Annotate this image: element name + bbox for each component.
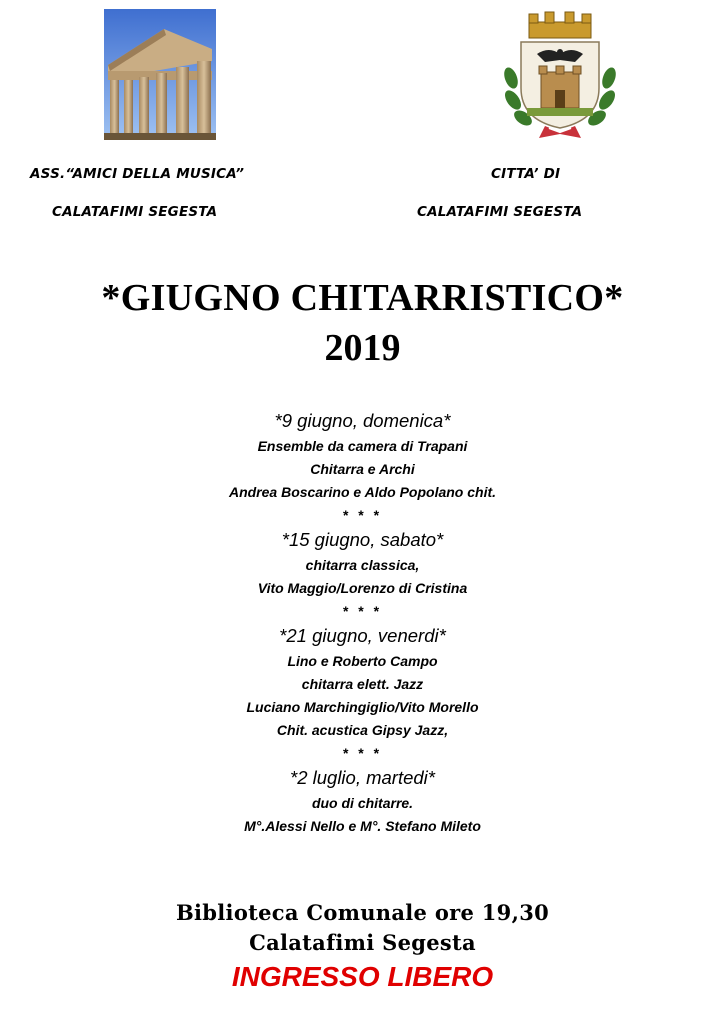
event-block bbox=[0, 764, 725, 838]
event-detail: chitarra classica, bbox=[305, 557, 420, 573]
event-date: *2 luglio, martedi* bbox=[290, 767, 435, 788]
right-organization-name: CITTA’ DI bbox=[491, 166, 561, 182]
separator: * * * bbox=[342, 603, 383, 619]
event-detail: Vito Maggio/Lorenzo di Cristina bbox=[257, 580, 468, 596]
separator: * * * bbox=[342, 507, 383, 523]
venue-city: Calatafimi Segesta bbox=[249, 930, 476, 955]
program-list bbox=[0, 407, 725, 838]
city-coat-of-arms-icon bbox=[497, 8, 623, 140]
event-detail: chitarra elett. Jazz bbox=[301, 676, 424, 692]
admission-notice: INGRESSO LIBERO bbox=[231, 961, 494, 992]
event-date: *15 giugno, sabato* bbox=[281, 529, 444, 550]
event-detail: Ensemble da camera di Trapani bbox=[257, 438, 468, 454]
event-date: *21 giugno, venerdi* bbox=[279, 625, 446, 646]
greek-temple-photo-icon bbox=[104, 9, 216, 140]
event-detail: Luciano Marchingiglio/Vito Morello bbox=[246, 699, 479, 715]
right-organization-city: CALATAFIMI SEGESTA bbox=[417, 204, 583, 220]
event-detail: Chitarra e Archi bbox=[310, 461, 415, 477]
event-detail: M°.Alessi Nello e M°. Stefano Mileto bbox=[244, 818, 481, 834]
event-detail: Andrea Boscarino e Aldo Popolano chit. bbox=[228, 484, 497, 500]
event-year: 2019 bbox=[324, 327, 401, 369]
venue-time: Biblioteca Comunale ore 19,30 bbox=[175, 900, 550, 925]
event-detail: Lino e Roberto Campo bbox=[287, 653, 438, 669]
event-title: *GIUGNO CHITARRISTICO* bbox=[101, 277, 624, 319]
event-block bbox=[0, 622, 725, 742]
left-organization-name: ASS.“AMICI DELLA MUSICA” bbox=[30, 166, 245, 182]
left-organization-city: CALATAFIMI SEGESTA bbox=[52, 204, 218, 220]
event-block bbox=[0, 407, 725, 504]
separator: * * * bbox=[342, 745, 383, 761]
event-block bbox=[0, 526, 725, 600]
event-detail: duo di chitarre. bbox=[311, 795, 414, 811]
event-date: *9 giugno, domenica* bbox=[274, 410, 451, 431]
event-detail: Chit. acustica Gipsy Jazz, bbox=[276, 722, 449, 738]
